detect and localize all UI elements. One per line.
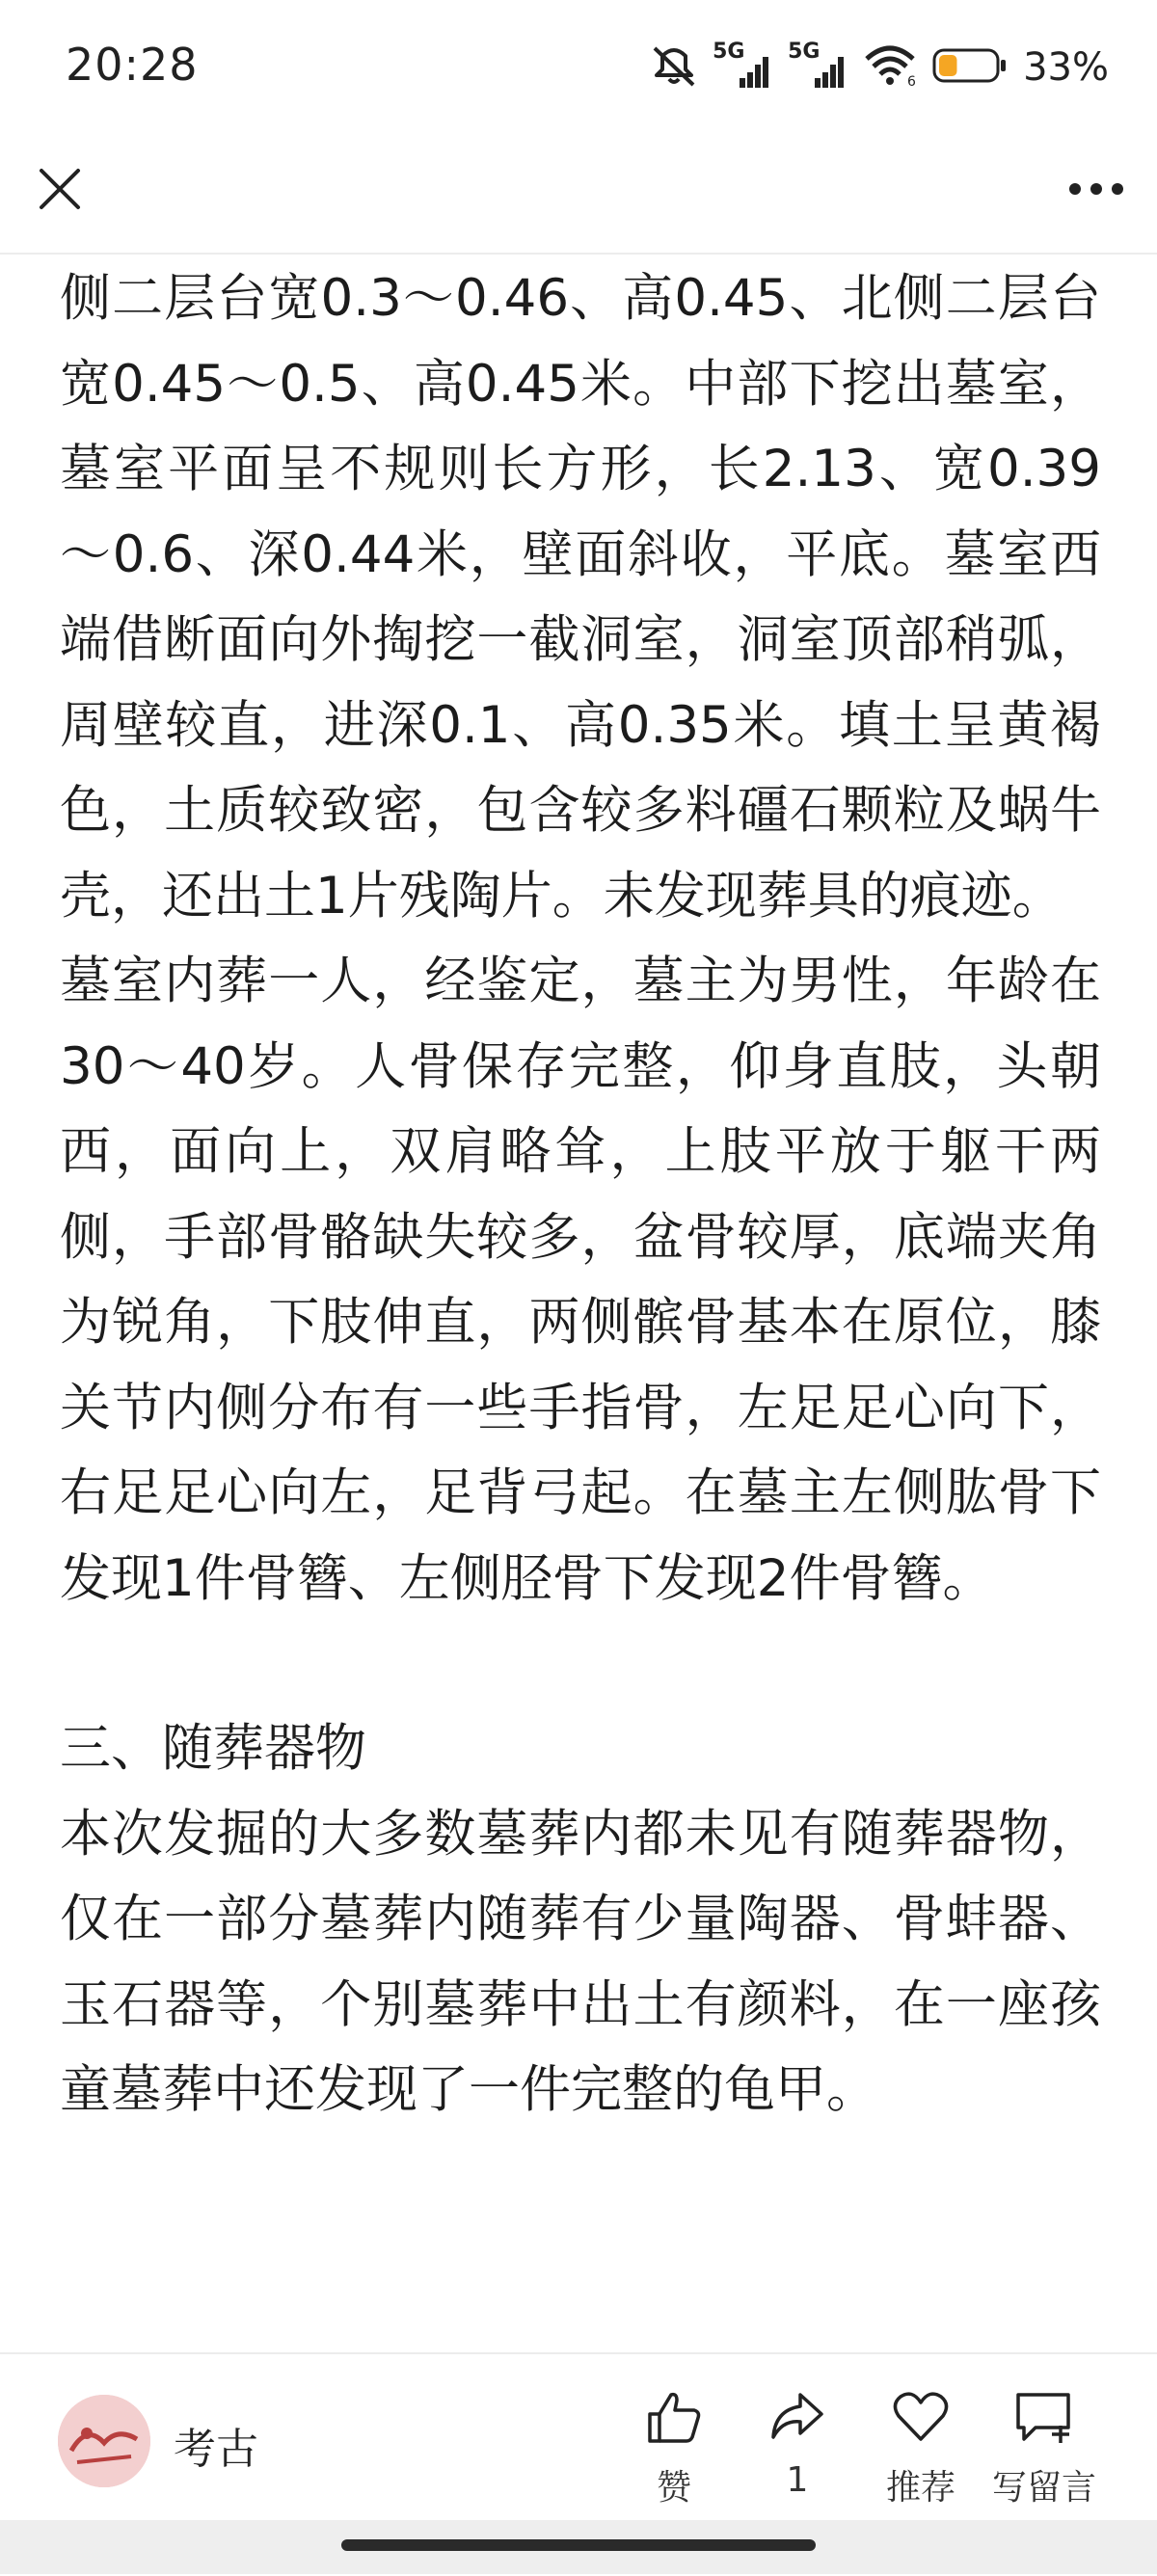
article-paragraph: 墓室内葬一人，经鉴定，墓主为男性，年龄在30～40岁。人骨保存完整，仰身直肢，头朝西，面向上，双肩略耸，上肢平放于躯干两侧，手部骨骼缺失较多，盆骨较厚，底端夹角为锐角，下肢伸直，两侧髌骨基本在原位，膝关节内侧分布有一些手指骨，左足足心向下，右足足心向左，足背弓起。在墓主左侧肱骨下发现1件骨簪、左侧胫骨下发现2件骨簪。 — [60, 952, 1101, 1608]
account-name[interactable]: 考古 — [174, 2425, 258, 2474]
article-paragraph: 侧二层台宽0.3～0.46、高0.45、北侧二层台宽0.45～0.5、高0.45米。中部下挖出墓室，墓室平面呈不规则长方形，长2.13、宽0.39～0.6、深0.44米，壁面斜收，平底。墓室西端借断面向外掏挖一截洞室，洞室顶部稍弧，周壁较直，进深0.1、高0.35米。填土呈黄褐色，土质较致密，包含较多料礓石颗粒及蜗牛壳，还出土1片残陶片。未发现葬具的痕迹。 — [60, 269, 1101, 926]
close-button[interactable] — [33, 162, 87, 216]
mute-icon — [649, 44, 699, 91]
battery-icon — [932, 44, 1009, 91]
status-bar — [0, 0, 1157, 145]
close-icon — [38, 167, 82, 211]
svg-text:6: 6 — [907, 74, 917, 88]
more-options-button[interactable] — [1063, 162, 1130, 216]
top-nav-bar — [0, 145, 1157, 253]
network-type-label: 5G — [713, 40, 745, 64]
account-avatar[interactable] — [58, 2395, 150, 2487]
share-count: 1 — [786, 2460, 809, 2500]
share-button[interactable] — [735, 2383, 860, 2500]
section-heading: 三、随葬器物 — [60, 1719, 366, 1778]
comment-icon — [1012, 2387, 1076, 2447]
status-time: 20:28 — [66, 39, 199, 91]
like-label: 赞 — [656, 2468, 691, 2508]
status-icons — [649, 40, 1109, 94]
heart-icon — [891, 2387, 951, 2447]
wifi-6-icon — [863, 43, 919, 92]
battery-percent: 33% — [1023, 45, 1109, 90]
write-comment-label: 写留言 — [991, 2468, 1096, 2508]
recommend-label: 推荐 — [885, 2468, 955, 2508]
write-comment-button[interactable] — [982, 2383, 1107, 2509]
article-paragraph: 本次发掘的大多数墓葬内都未见有随葬器物，仅在一部分墓葬内随葬有少量陶器、骨蚌器、玉石器等，个别墓葬中出土有颜料，在一座孩童墓葬中还发现了一件完整的龟甲。 — [60, 1804, 1101, 2119]
network-type-label: 5G — [788, 40, 821, 64]
paragraph-spacer — [60, 1622, 1101, 1706]
share-icon — [767, 2387, 827, 2447]
nav-divider — [0, 253, 1157, 255]
signal-5g-icon — [788, 40, 849, 92]
account-logo-icon — [58, 2395, 150, 2487]
thumbs-up-icon — [644, 2387, 704, 2447]
more-icon — [1067, 182, 1125, 196]
recommend-button[interactable] — [858, 2383, 983, 2509]
home-indicator[interactable] — [341, 2539, 816, 2551]
article-body — [60, 256, 1101, 2352]
like-button[interactable] — [611, 2383, 737, 2509]
signal-5g-icon — [713, 40, 774, 92]
